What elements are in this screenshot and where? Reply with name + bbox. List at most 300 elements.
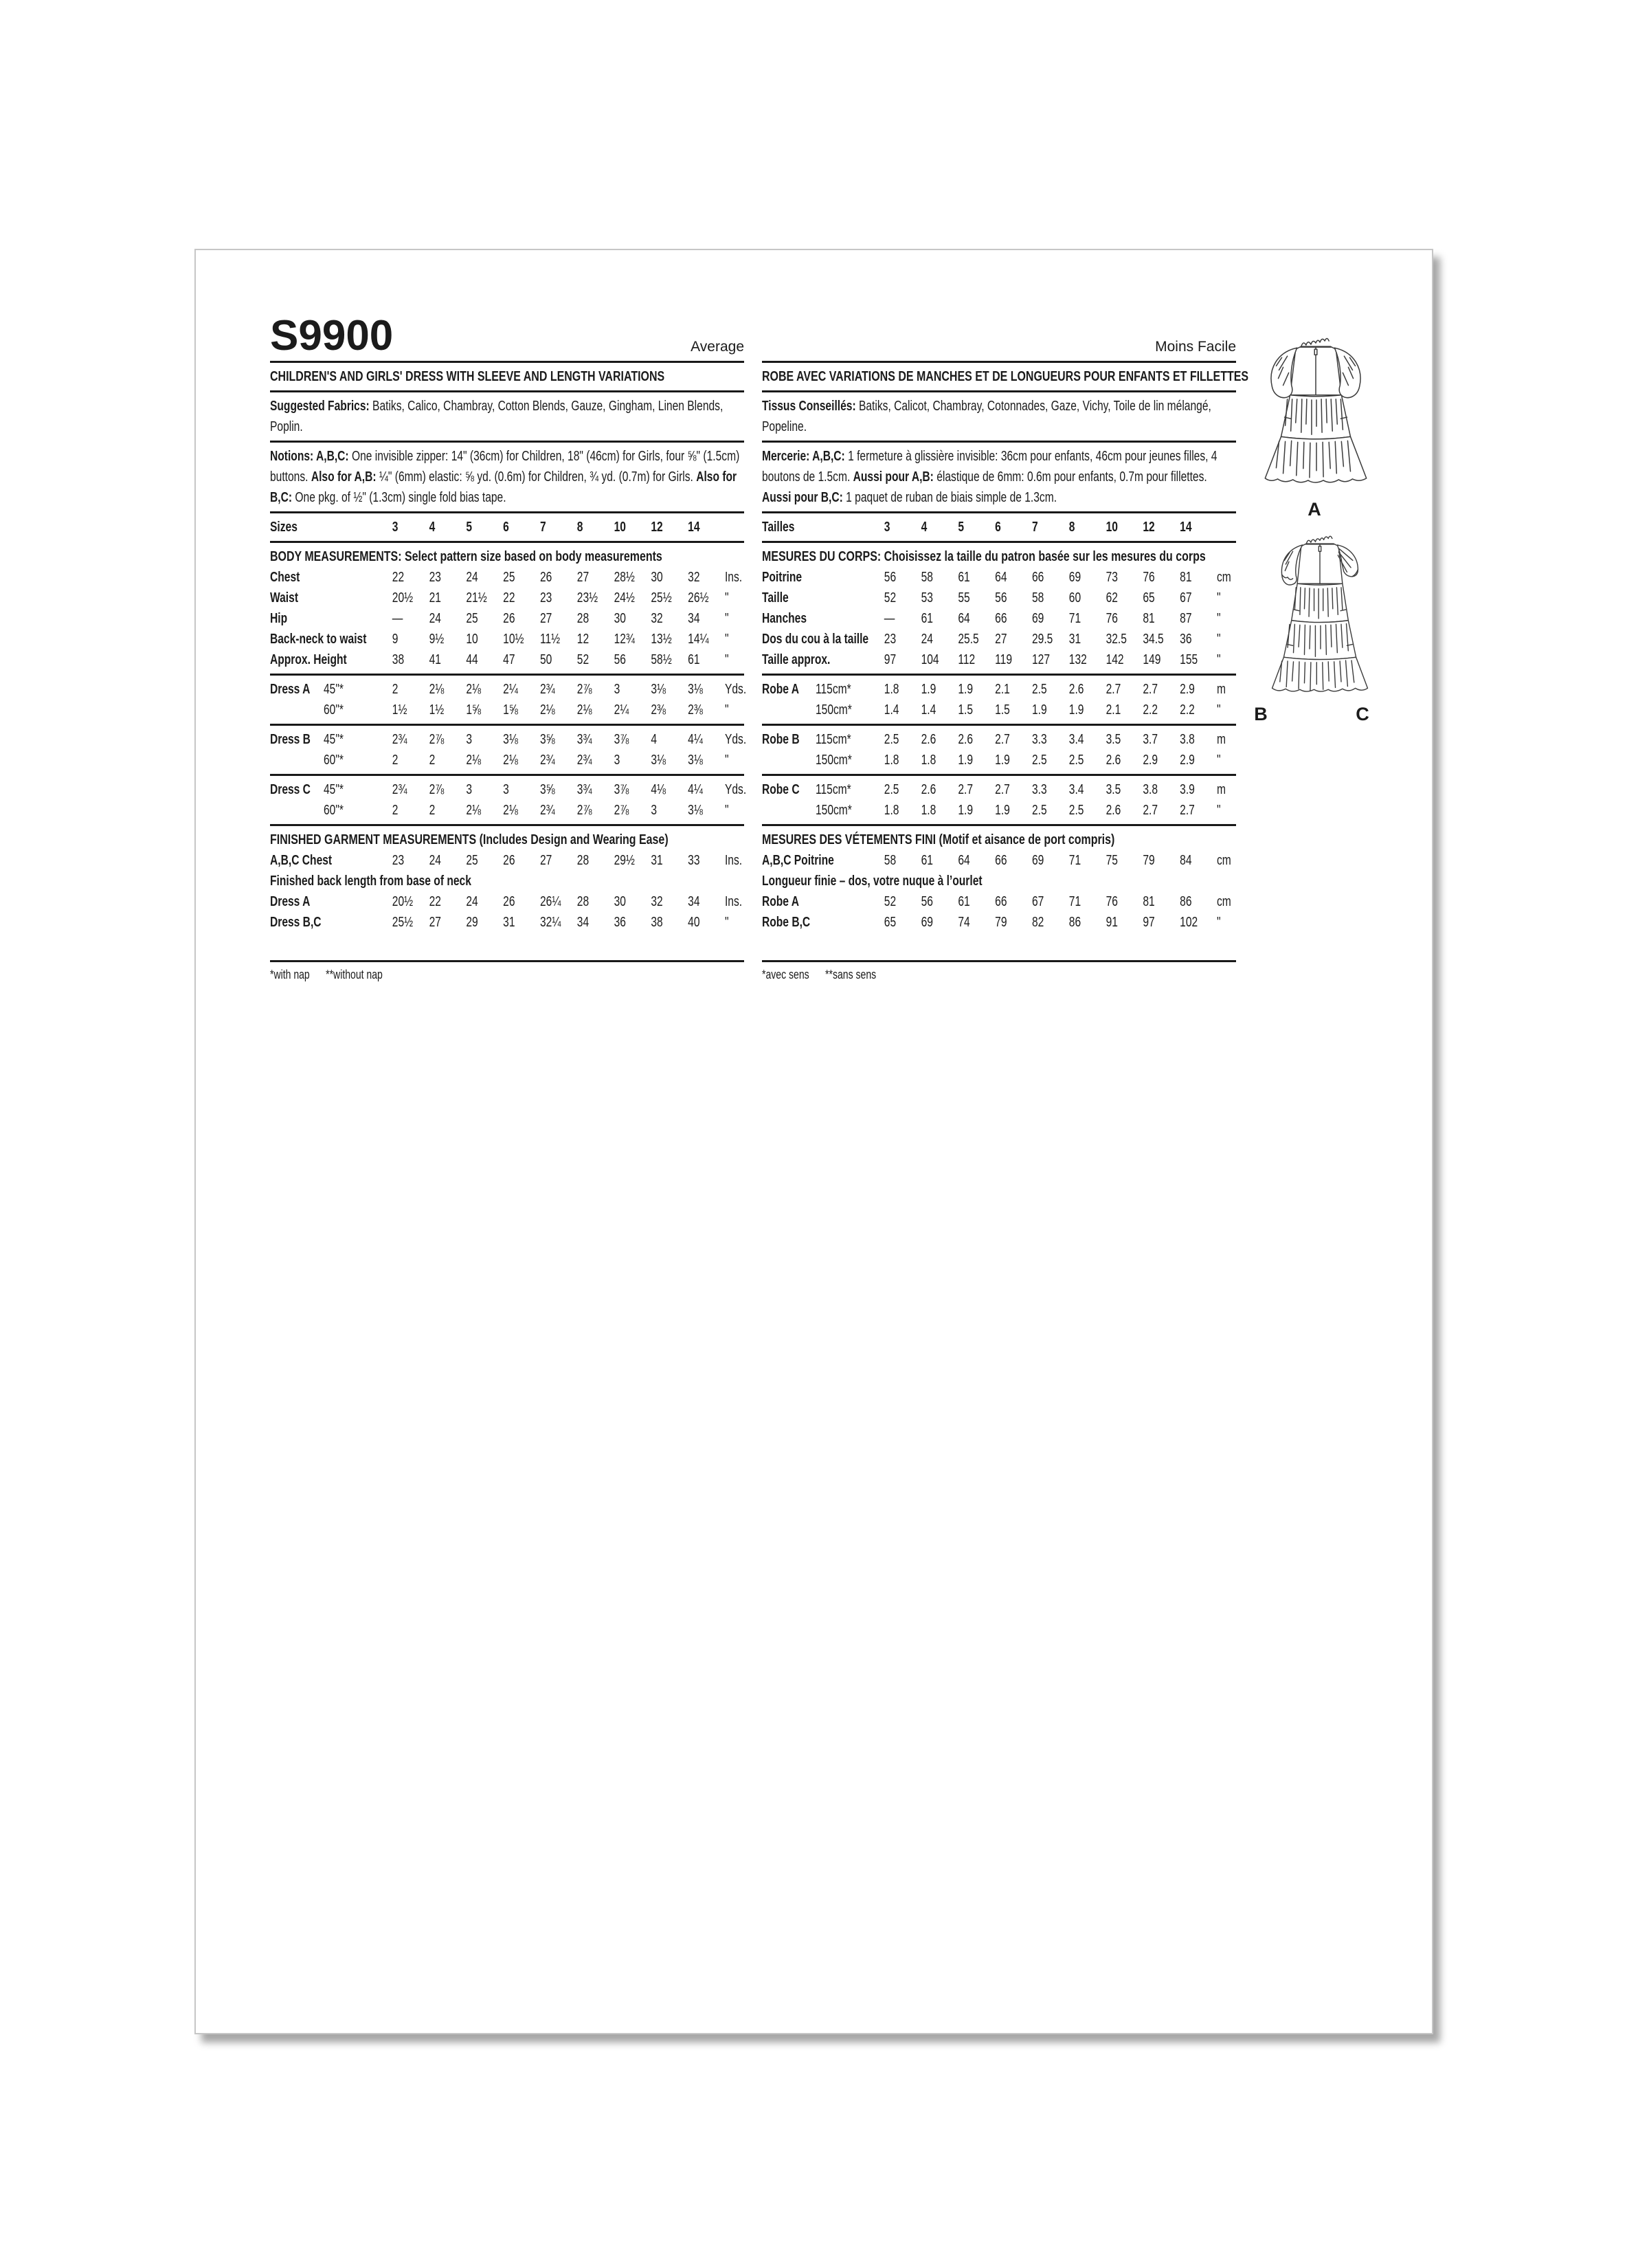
table-cell-value: —	[392, 611, 403, 626]
table-cell-value: 87	[1180, 611, 1192, 626]
table-row	[270, 700, 744, 720]
table-cell-value: 30	[614, 611, 626, 626]
table-cell-value: 25½	[651, 590, 672, 605]
table-cell-value: 97	[1143, 915, 1155, 930]
table-row-label: Dos du cou à la taille	[762, 632, 869, 647]
table-cell-value: 3.3	[1031, 782, 1047, 797]
table-cell-value: 1.9	[995, 803, 1010, 818]
table-cell-value: 34	[576, 915, 590, 930]
table-cell-value: 2⅛	[539, 702, 555, 718]
table-cell-value: 3⅝	[539, 782, 555, 797]
table-cell-value: 2.5	[1031, 803, 1047, 818]
table-cell-value: 76	[1106, 894, 1118, 909]
table-row	[762, 608, 1236, 629]
table-cell-value: 64	[958, 853, 970, 868]
table-cell-value: 69	[1031, 611, 1044, 626]
table-cell-value: 5	[958, 520, 965, 535]
table-cell-value: 1.8	[884, 803, 899, 818]
table-cell-value: 58	[921, 570, 933, 585]
divider-rule	[762, 361, 1236, 363]
table-cell-value: 91	[1106, 915, 1118, 930]
divider-rule	[762, 824, 1236, 826]
text-segment: élastique de 6mm: 0.6m pour enfants, 0.7m pour fillettes.	[933, 469, 1207, 485]
table-row	[270, 779, 747, 800]
table-cell-value: 69	[1031, 853, 1044, 868]
table-row-label	[270, 679, 392, 700]
fabric-width-label: 150cm*	[815, 702, 852, 718]
table-row-label: Robe A	[762, 894, 800, 909]
table-cell-value: 65	[884, 915, 897, 930]
divider-rule	[270, 441, 744, 443]
table-row-label: Tailles	[762, 520, 795, 535]
table-row-label: Chest	[270, 570, 300, 585]
table-cell-value: 1.8	[921, 753, 936, 768]
table-cell-value: 82	[1031, 915, 1044, 930]
table-cell-value: 25.5	[958, 632, 979, 647]
table-cell-value: 3⅝	[539, 732, 555, 747]
table-cell-value: 58	[1031, 590, 1044, 605]
table-cell-value: 2.1	[1106, 702, 1121, 718]
row-name: Robe C	[762, 782, 800, 797]
table-cell-value: 26¼	[539, 894, 561, 909]
table-cell-value: 12¾	[614, 632, 635, 647]
divider-rule	[762, 511, 1236, 513]
table-cell-value: 38	[651, 915, 663, 930]
table-cell-value: 74	[958, 915, 970, 930]
table-cell-value: 76	[1106, 611, 1118, 626]
bold-text-segment: Mercerie: A,B,C:	[762, 449, 845, 464]
table-cell-value: 2.7	[995, 732, 1010, 747]
table-row-label: Poitrine	[762, 570, 803, 585]
table-row	[762, 629, 1236, 649]
table-cell-value: 9	[392, 632, 399, 647]
bold-text-segment: Notions: A,B,C:	[270, 449, 349, 464]
table-cell-value: 26	[503, 894, 515, 909]
table-row	[270, 567, 744, 588]
table-cell-value: 69	[921, 915, 933, 930]
table-cell-value: 1.8	[884, 753, 899, 768]
table-cell-value: 66	[995, 611, 1007, 626]
divider-rule	[270, 511, 744, 513]
table-cell-value: 13½	[651, 632, 672, 647]
table-cell-value: 69	[1068, 570, 1081, 585]
fabric-width-label: 60"*	[323, 803, 344, 818]
table-cell-value: 71	[1068, 611, 1081, 626]
table-cell-value: 20½	[392, 590, 414, 605]
table-cell-value: 29.5	[1031, 632, 1053, 647]
table-cell-value: 10½	[503, 632, 524, 647]
garment-view-illustrations	[1237, 326, 1430, 807]
unit-cell: cm	[1216, 894, 1231, 909]
body-measurements-header-fr: MESURES DU CORPS: Choisissez la taille du patron basée sur les mesures du corps	[762, 548, 1206, 564]
table-cell-value: 2	[429, 803, 436, 818]
table-cell-value: 2⅛	[429, 682, 445, 697]
table-cell-value: 3⅛	[503, 732, 518, 747]
table-cell-value: 2	[392, 803, 399, 818]
divider-rule	[762, 674, 1236, 676]
unit-cell: cm	[1216, 570, 1231, 585]
unit-cell: cm	[1216, 853, 1231, 868]
table-cell-value: 14	[1180, 520, 1192, 535]
table-cell-value: 56	[884, 570, 897, 585]
table-cell-value: 24	[429, 611, 441, 626]
table-cell-value: 3	[884, 520, 890, 535]
unit-cell: "	[724, 915, 729, 930]
table-cell-value: 71	[1068, 853, 1081, 868]
view-b-label: B	[1254, 704, 1268, 724]
divider-rule	[270, 960, 744, 962]
view-a-label: A	[1308, 499, 1321, 520]
table-cell-value: 2.5	[1031, 682, 1047, 697]
table-cell-value: 24	[466, 570, 478, 585]
table-cell-value: 25	[466, 853, 478, 868]
table-cell-value: 2.2	[1180, 702, 1195, 718]
text-segment: ¼" (6mm) elastic: ⅝ yd. (0.6m) for Children, ¾ yd. (0.7m) for Girls.	[376, 469, 697, 485]
table-row	[762, 588, 1236, 608]
view-c-label: C	[1356, 704, 1369, 724]
fabric-width-label: 115cm*	[815, 682, 851, 697]
table-cell-value: 2⅞	[429, 782, 445, 797]
table-cell-value: 76	[1143, 570, 1155, 585]
footnote-fr	[762, 957, 1236, 983]
table-row	[270, 608, 744, 629]
table-cell-value: 3	[466, 782, 473, 797]
table-cell-value: 23	[539, 590, 552, 605]
table-cell-value: 97	[884, 652, 897, 667]
table-row-label: Approx. Height	[270, 652, 347, 667]
finished-garment-table-en	[270, 850, 744, 933]
table-cell-value: 31	[651, 853, 663, 868]
table-cell-value: 32	[651, 894, 663, 909]
table-cell-value: 61	[921, 853, 933, 868]
table-cell-value: 53	[921, 590, 933, 605]
table-cell-value: 3.4	[1068, 782, 1084, 797]
table-cell-value: 66	[1031, 570, 1044, 585]
table-row-label: Dress A	[270, 894, 311, 909]
table-cell-value: 8	[1068, 520, 1075, 535]
table-cell-value: 26	[503, 611, 515, 626]
table-cell-value: 2.2	[1143, 702, 1158, 718]
table-cell-value: 58½	[651, 652, 672, 667]
bold-text-segment: Tissus Conseillés:	[762, 399, 856, 414]
text-segment: One invisible zipper: 14" (36cm) for Children, 18" (46cm) for Girls, four ⅝" (1.5cm) buttons.	[270, 449, 740, 485]
garment-title-en: CHILDREN'S AND GIRLS' DRESS WITH SLEEVE AND LENGTH VARIATIONS	[270, 368, 665, 384]
table-cell-value: 2.5	[1068, 753, 1084, 768]
row-name	[762, 750, 816, 770]
unit-cell: Ins.	[724, 894, 743, 909]
row-name: Robe B	[762, 732, 800, 747]
table-cell-value: 155	[1180, 652, 1198, 667]
table-cell-value: 2.7	[1180, 803, 1195, 818]
table-row-label	[270, 800, 392, 821]
table-cell-value: 1.5	[995, 702, 1010, 718]
sans-sens-note: **sans sens	[825, 968, 877, 981]
table-cell-value: 32.5	[1106, 632, 1127, 647]
table-cell-value: 81	[1143, 611, 1155, 626]
table-cell-value: 4	[921, 520, 928, 535]
table-cell-value: 2⅛	[466, 682, 482, 697]
bold-text-segment: Also for A,B:	[311, 469, 377, 485]
table-cell-value: 2¼	[614, 702, 629, 718]
text-segment: 1 paquet de ruban de biais simple de 1.3cm.	[842, 490, 1057, 505]
table-cell-value: 1.5	[958, 702, 974, 718]
fabric-width-label: 115cm*	[815, 782, 851, 797]
table-cell-value: 2¾	[539, 682, 555, 697]
table-row	[762, 912, 1236, 933]
table-cell-value: 2	[392, 753, 399, 768]
divider-rule	[762, 960, 1236, 962]
table-cell-value: 71	[1068, 894, 1081, 909]
table-cell-value: 79	[1143, 853, 1155, 868]
table-cell-value: 14	[688, 520, 700, 535]
fabric-width-label: 115cm*	[815, 732, 851, 747]
table-cell-value: 2.7	[1143, 682, 1158, 697]
table-cell-value: 26	[503, 853, 515, 868]
finished-garment-header-en: FINISHED GARMENT MEASUREMENTS (Includes Design and Wearing Ease)	[270, 832, 669, 847]
table-cell-value: 3⅛	[651, 753, 666, 768]
row-name	[762, 800, 816, 821]
table-cell-value: 149	[1143, 652, 1161, 667]
table-cell-value: 2.6	[1106, 803, 1121, 818]
table-row-label	[270, 700, 392, 720]
table-cell-value: 3.5	[1106, 782, 1121, 797]
table-cell-value: 2⅜	[651, 702, 666, 718]
table-cell-value: 40	[688, 915, 700, 930]
table-cell-value: 61	[688, 652, 700, 667]
unit-cell: "	[1216, 753, 1221, 768]
table-cell-value: 2.9	[1180, 753, 1195, 768]
table-cell-value: 30	[651, 570, 663, 585]
table-cell-value: 2⅛	[503, 753, 518, 768]
table-cell-value: 24	[921, 632, 933, 647]
avec-sens-note: *avec sens	[762, 968, 809, 981]
table-cell-value: 1½	[392, 702, 407, 718]
table-row	[270, 649, 744, 670]
body-measurements-table-fr	[762, 567, 1236, 670]
table-cell-value: 25	[466, 611, 478, 626]
yardage-table-dress-b	[270, 729, 747, 770]
table-row	[270, 912, 744, 933]
table-cell-value: 14¼	[688, 632, 709, 647]
table-cell-value: 61	[958, 570, 970, 585]
table-cell-value: 75	[1106, 853, 1118, 868]
table-cell-value: 1.9	[921, 682, 936, 697]
text-segment: 1 fermeture à glissière invisible: 36cm pour enfants, 46cm pour jeunes filles, 4 boutons de 1.5cm.	[762, 449, 1218, 485]
table-cell-value: 132	[1068, 652, 1087, 667]
table-cell-value: 25½	[392, 915, 414, 930]
table-row-label	[762, 779, 884, 800]
table-cell-value: 34	[688, 894, 700, 909]
table-row-label	[270, 729, 392, 750]
divider-rule	[762, 724, 1236, 726]
table-cell-value: 1.9	[958, 803, 974, 818]
table-cell-value: 3¾	[576, 732, 592, 747]
table-cell-value: 21	[429, 590, 441, 605]
french-header-row	[762, 311, 1236, 357]
unit-cell: Yds.	[724, 682, 747, 697]
table-cell-value: 7	[1031, 520, 1038, 535]
table-cell-value: 81	[1143, 894, 1155, 909]
table-cell-value: 2.6	[921, 732, 936, 747]
table-cell-value: 3⅞	[614, 782, 629, 797]
table-cell-value: 1.9	[995, 753, 1010, 768]
table-cell-value: 2.6	[958, 732, 974, 747]
notions-paragraph	[270, 446, 744, 508]
table-cell-value: 23	[392, 853, 405, 868]
table-cell-value: 142	[1106, 652, 1124, 667]
table-cell-value: 3	[614, 753, 620, 768]
english-column	[270, 311, 747, 933]
table-cell-value: 2.9	[1143, 753, 1158, 768]
yardage-table-dress-a	[270, 679, 747, 720]
table-cell-value: 52	[576, 652, 590, 667]
table-row	[270, 729, 747, 750]
table-cell-value: 3	[651, 803, 658, 818]
table-cell-value: 2¾	[539, 803, 555, 818]
table-row-label: Back-neck to waist	[270, 632, 367, 647]
table-cell-value: 86	[1180, 894, 1192, 909]
table-cell-value: 6	[503, 520, 509, 535]
table-row-label: Sizes	[270, 520, 298, 535]
table-row-label: Robe B,C	[762, 915, 811, 930]
table-cell-value: 2⅛	[503, 803, 518, 818]
divider-rule	[270, 674, 744, 676]
text-segment: One pkg. of ½" (1.3cm) single fold bias tape.	[292, 490, 506, 505]
table-row-label: Hip	[270, 611, 288, 626]
table-row-label: Dress B,C	[270, 915, 322, 930]
table-row-label: Hanches	[762, 611, 807, 626]
table-cell-value: 2⅞	[576, 803, 592, 818]
table-cell-value: 38	[392, 652, 405, 667]
row-name	[270, 750, 324, 770]
table-cell-value: 27	[539, 853, 552, 868]
table-cell-value: 1.9	[958, 753, 974, 768]
unit-cell: "	[1216, 611, 1221, 626]
table-cell-value: 22	[503, 590, 515, 605]
table-cell-value: 12	[1143, 520, 1155, 535]
table-row	[270, 871, 744, 891]
table-row-label	[270, 779, 392, 800]
table-cell-value: 23	[429, 570, 441, 585]
table-cell-value: 6	[995, 520, 1001, 535]
table-cell-value: 32¼	[539, 915, 561, 930]
table-cell-value: 56	[921, 894, 933, 909]
table-cell-value: 2¾	[392, 782, 407, 797]
table-cell-value: 8	[576, 520, 583, 535]
tissus-conseilles-paragraph	[762, 396, 1236, 437]
table-cell-value: 2⅛	[466, 753, 482, 768]
unit-cell: Ins.	[724, 853, 743, 868]
table-cell-value: 2⅞	[429, 732, 445, 747]
fabric-width-label: 45"*	[323, 732, 344, 747]
table-cell-value: 1.9	[1068, 702, 1084, 718]
table-cell-value: 86	[1068, 915, 1081, 930]
table-row	[762, 779, 1236, 800]
table-cell-value: 25	[503, 570, 515, 585]
difficulty-rating-fr: Moins Facile	[1155, 339, 1236, 355]
divider-rule	[762, 541, 1236, 543]
unit-cell: "	[1216, 632, 1221, 647]
table-cell-value: 56	[614, 652, 626, 667]
table-cell-value: 4⅛	[651, 782, 666, 797]
row-name: Dress B	[270, 732, 311, 747]
table-cell-value: 2.7	[1143, 803, 1158, 818]
unit-cell: Yds.	[724, 732, 747, 747]
sizes-header-table-fr	[762, 517, 1236, 537]
table-cell-value: 2.7	[995, 782, 1010, 797]
bold-text-segment: Aussi pour A,B:	[853, 469, 934, 485]
mercerie-paragraph	[762, 446, 1236, 508]
table-cell-value: 1.4	[921, 702, 936, 718]
table-cell-value: 4	[651, 732, 658, 747]
table-row	[270, 517, 744, 537]
fabric-width-label: 60"*	[323, 702, 344, 718]
table-cell-value: 2.5	[1031, 753, 1047, 768]
garment-title-fr: ROBE AVEC VARIATIONS DE MANCHES ET DE LONGUEURS POUR ENFANTS ET FILLETTES	[762, 368, 1249, 384]
divider-rule	[270, 361, 744, 363]
table-cell-value: 22	[392, 570, 405, 585]
table-row	[270, 750, 744, 770]
sizes-header-table-en	[270, 517, 744, 537]
table-cell-value: 2.7	[958, 782, 974, 797]
table-cell-value: 2¼	[503, 682, 518, 697]
table-row	[270, 850, 744, 871]
table-cell-value: 10	[466, 632, 478, 647]
table-cell-value: 4¼	[688, 732, 703, 747]
table-cell-value: 64	[958, 611, 970, 626]
fabric-width-label: 150cm*	[815, 753, 852, 768]
table-cell-value: 2⅞	[576, 682, 592, 697]
table-cell-value: 24	[466, 894, 478, 909]
unit-cell: "	[1216, 803, 1221, 818]
bold-text-segment: Also for B,C:	[270, 469, 737, 505]
dress-a-illustration	[1243, 326, 1389, 499]
table-cell-value: 32	[651, 611, 663, 626]
fabric-width-label: 45"*	[323, 782, 344, 797]
table-cell-value: 20½	[392, 894, 414, 909]
without-nap-note: **without nap	[326, 968, 383, 981]
table-cell-value: 79	[995, 915, 1007, 930]
unit-cell	[1217, 517, 1236, 537]
table-row-label: Taille	[762, 590, 789, 605]
table-row	[270, 891, 744, 912]
table-cell-value: 10	[1106, 520, 1118, 535]
table-cell-value: 2.6	[1106, 753, 1121, 768]
table-row	[762, 729, 1236, 750]
pattern-number: S9900	[270, 312, 394, 359]
text-segment: Batiks, Calico, Chambray, Cotton Blends, Gauze, Gingham, Linen Blends, Poplin.	[270, 399, 723, 434]
unit-cell: "	[724, 611, 729, 626]
table-cell-value: 34.5	[1143, 632, 1164, 647]
pattern-envelope-back-page	[194, 249, 1433, 2034]
table-cell-value: 21½	[466, 590, 487, 605]
unit-cell: "	[724, 753, 729, 768]
bold-text-segment: Suggested Fabrics:	[270, 399, 370, 414]
table-cell-value: 34	[688, 611, 700, 626]
table-cell-value: 7	[539, 520, 546, 535]
english-header-row	[270, 311, 744, 357]
table-cell-value: 33	[688, 853, 700, 868]
unit-cell: "	[724, 590, 729, 605]
footnote-en	[270, 957, 744, 983]
unit-cell: m	[1216, 732, 1226, 747]
table-row-label	[762, 729, 884, 750]
table-cell-value: 2⅛	[576, 702, 592, 718]
table-row	[270, 800, 744, 821]
row-name: Dress A	[270, 682, 311, 697]
table-cell-value: 27	[576, 570, 590, 585]
table-cell-value: 65	[1143, 590, 1155, 605]
